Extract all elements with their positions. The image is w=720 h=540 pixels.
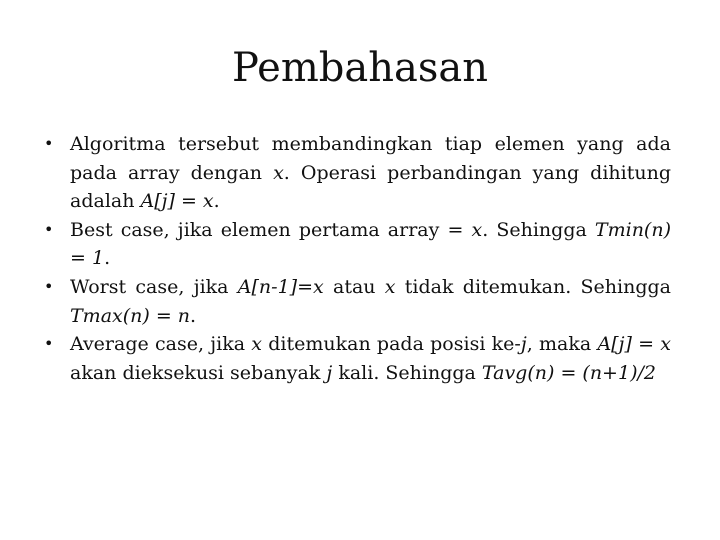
math-segment: Tmin(n) = 1 bbox=[70, 218, 671, 270]
bullet-dot-icon: • bbox=[44, 219, 54, 239]
text-segment: tidak ditemukan. Sehingga bbox=[395, 275, 671, 298]
bullet-dot-icon: • bbox=[44, 134, 54, 153]
math-segment: Tmax(n) = n bbox=[70, 304, 191, 327]
text-segment: , maka bbox=[526, 333, 598, 356]
math-segment: x bbox=[384, 275, 396, 298]
text-segment: . bbox=[190, 304, 197, 327]
math-segment: x bbox=[251, 333, 262, 356]
text-segment: atau bbox=[323, 275, 385, 298]
text-segment: Worst case, jika bbox=[70, 275, 238, 298]
text-segment: akan dieksekusi sebanyak bbox=[70, 361, 327, 384]
math-segment: x bbox=[273, 161, 284, 184]
text-segment: kali. Sehingga bbox=[332, 361, 482, 384]
text-segment: Algoritma tersebut membandingkan tiap elemen yang ada pada array dengan bbox=[70, 133, 671, 184]
bullet-text bbox=[70, 276, 671, 327]
text-segment: Best case, jika elemen pertama array = bbox=[70, 218, 472, 241]
bullet-item-algorithm bbox=[44, 130, 671, 216]
text-segment: . bbox=[104, 247, 111, 270]
math-segment: Tavg(n) = (n+1)/2 bbox=[481, 361, 656, 384]
bullet-text bbox=[70, 333, 671, 384]
text-segment: . Sehingga bbox=[482, 218, 595, 241]
slide-title: Pembahasan bbox=[232, 45, 488, 91]
math-segment: A[n-1]=x bbox=[237, 275, 324, 298]
bullet-item-worst-case bbox=[44, 273, 671, 330]
text-segment: . bbox=[213, 190, 220, 213]
math-segment: j bbox=[520, 333, 527, 356]
bullet-dot-icon: • bbox=[44, 334, 54, 354]
bullet-item-average-case bbox=[44, 330, 671, 387]
math-segment: A[j] = x bbox=[597, 333, 671, 356]
bullet-text bbox=[70, 219, 671, 270]
bullet-text bbox=[70, 133, 671, 212]
bullet-list bbox=[44, 130, 671, 387]
text-segment: ditemukan pada posisi ke- bbox=[262, 333, 521, 356]
bullet-item-best-case bbox=[44, 216, 671, 273]
text-segment: Average case, jika bbox=[70, 333, 252, 356]
math-segment: A[j] = x bbox=[140, 190, 214, 213]
math-segment: j bbox=[326, 361, 333, 384]
text-segment: . Operasi perbandingan yang dihitung adalah bbox=[70, 161, 671, 213]
math-segment: x bbox=[471, 218, 483, 241]
bullet-dot-icon: • bbox=[44, 276, 54, 296]
